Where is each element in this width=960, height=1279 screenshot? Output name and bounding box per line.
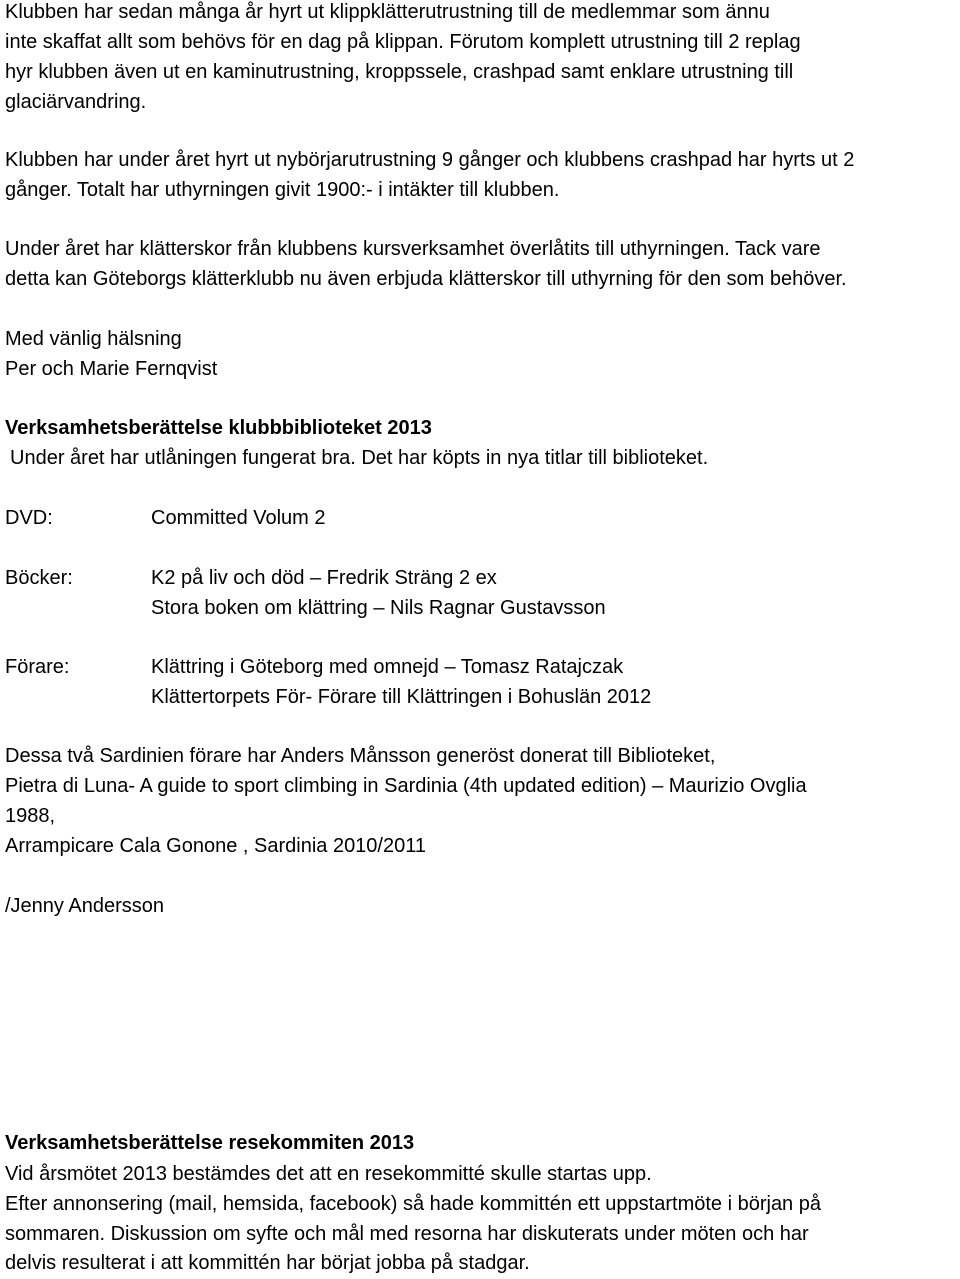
shoes-paragraph-line: Under året har klätterskor från klubbens kursverksamhet överlåtits till uthyrningen. Tack vare bbox=[5, 238, 821, 260]
intro-paragraph-line: glaciärvandring. bbox=[5, 91, 147, 113]
rental-paragraph-line: Klubben har under året hyrt ut nybörjarutrustning 9 gånger och klubbens crashpad har hyrts ut 2 bbox=[5, 149, 855, 171]
intro-paragraph-line: Klubben har sedan många år hyrt ut klippklätterutrustning till de medlemmar som ännu bbox=[5, 1, 770, 23]
travel-heading: Verksamhetsberättelse resekommiten 2013 bbox=[5, 1132, 415, 1154]
travel-line: delvis resulterat i att kommittén har börjat jobba på stadgar. bbox=[5, 1252, 530, 1274]
donation-line: Dessa två Sardinien förare har Anders Månsson generöst donerat till Biblioteket, bbox=[5, 745, 716, 767]
donation-line: Arrampicare Cala Gonone , Sardinia 2010/2011 bbox=[5, 835, 426, 857]
donation-line: 1988, bbox=[5, 805, 56, 827]
travel-line: Efter annonsering (mail, hemsida, facebook) så hade kommittén ett uppstartmöte i början på bbox=[5, 1193, 821, 1215]
intro-paragraph-line: inte skaffat allt som behövs för en dag på klippan. Förutom komplett utrustning till 2 replag bbox=[5, 31, 801, 53]
guide-item: Klättring i Göteborg med omnejd – Tomasz Ratajczak bbox=[151, 656, 624, 678]
donation-line: Pietra di Luna- A guide to sport climbing in Sardinia (4th updated edition) – Maurizio Ovglia bbox=[5, 775, 807, 797]
travel-line: Vid årsmötet 2013 bestämdes det att en resekommitté skulle startas upp. bbox=[5, 1163, 652, 1185]
book-item: K2 på liv och död – Fredrik Sträng 2 ex bbox=[151, 567, 497, 589]
library-signature: /Jenny Andersson bbox=[5, 895, 164, 917]
book-item: Stora boken om klättring – Nils Ragnar Gustavsson bbox=[151, 597, 606, 619]
rental-paragraph-line: gånger. Totalt har uthyrningen givit 1900:- i intäkter till klubben. bbox=[5, 179, 560, 201]
signature-names: Per och Marie Fernqvist bbox=[5, 358, 218, 380]
signature-greeting: Med vänlig hälsning bbox=[5, 328, 182, 350]
books-label: Böcker: bbox=[5, 567, 73, 589]
dvd-item: Committed Volum 2 bbox=[151, 507, 326, 529]
guides-label: Förare: bbox=[5, 656, 70, 678]
library-heading: Verksamhetsberättelse klubbbiblioteket 2013 bbox=[5, 417, 432, 439]
shoes-paragraph-line: detta kan Göteborgs klätterklubb nu även erbjuda klätterskor till uthyrning för den som behöver. bbox=[5, 268, 847, 290]
intro-paragraph-line: hyr klubben även ut en kaminutrustning, kroppssele, crashpad samt enklare utrustning till bbox=[5, 61, 794, 83]
guide-item: Klättertorpets För- Förare till Klättringen i Bohuslän 2012 bbox=[151, 686, 652, 708]
travel-line: sommaren. Diskussion om syfte och mål med resorna har diskuterats under möten och har bbox=[5, 1223, 809, 1245]
dvd-label: DVD: bbox=[5, 507, 53, 529]
library-intro: Under året har utlåningen fungerat bra. Det har köpts in nya titlar till biblioteket. bbox=[10, 447, 709, 469]
